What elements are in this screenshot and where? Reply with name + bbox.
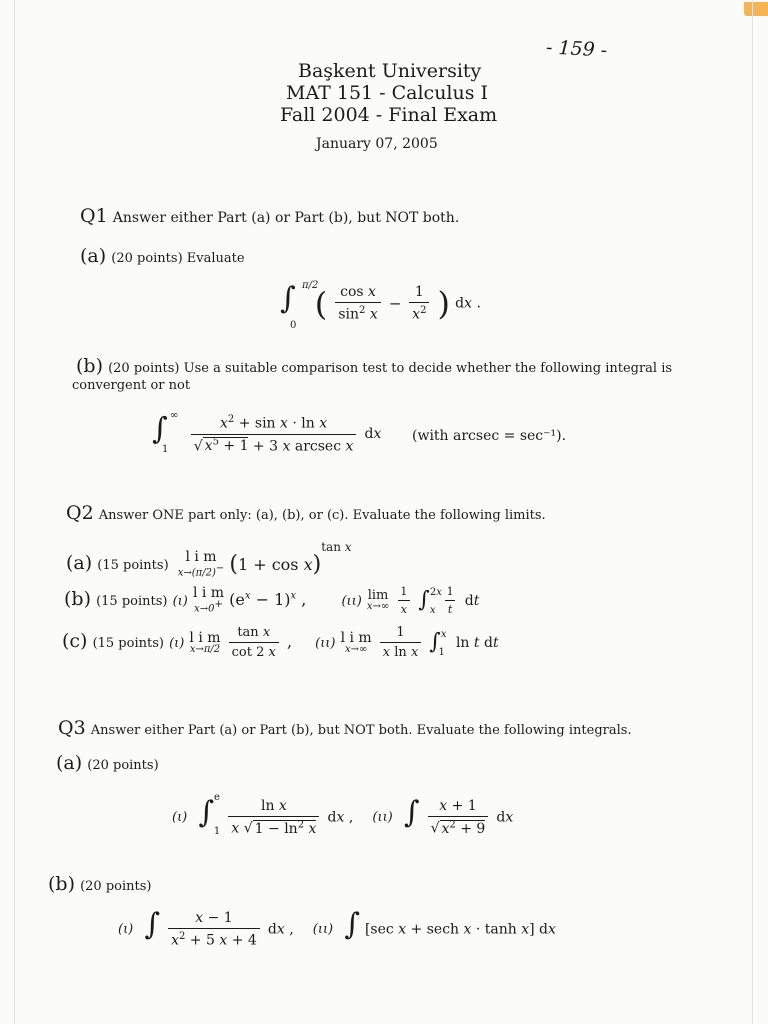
q3a-heading xyxy=(56,752,159,774)
q3b-heading xyxy=(48,873,152,895)
q2a-row: (a) (15 points) l i m x→(π/2)− $(1 + \cos x)^{tan x}$ xyxy=(66,540,352,579)
q2c-row: (c) (15 points) (ι) l i m x→π/2 $\frac{\text{tan x}}{\cot 2 x}$ , (ιι) l i m x→∞ $\frac{1}{\text{x ln x}}$ ∫$^x_1$ ln t dt xyxy=(62,625,499,660)
exam-date: January 07, 2005 xyxy=(316,136,438,152)
q2a-label: (a) xyxy=(66,552,93,574)
course-title: MAT 151 - Calculus I xyxy=(286,82,489,104)
q2-instruction: Answer ONE part only: (a), (b), or (c). Evaluate the following limits. xyxy=(98,508,546,523)
q2c-label: (c) xyxy=(62,630,88,652)
q1a-heading xyxy=(80,245,245,267)
q1b-label: (b) xyxy=(76,355,103,377)
q1a-integral: ∫ π/2 0 ( $\frac{\text{cos x}}{\sin^2 x}$ − $\frac{1}{x^2}$ ) dx . xyxy=(280,280,481,331)
q2b-label: (b) xyxy=(64,588,91,610)
q3-heading xyxy=(58,717,632,739)
q1b-integral: ∫ ∞ 1 $\frac{x^2 + \sin x \cdot \ln x}{√ x^5 + 1 + 3 x arcsec x}$ dx xyxy=(152,410,382,455)
q1a-label: (a) xyxy=(80,245,107,267)
q3b-points: (20 points) xyxy=(80,879,152,894)
q2a-points: (15 points) xyxy=(97,558,169,573)
q1-instruction: Answer either Part (a) or Part (b), but NOT both. xyxy=(112,210,460,226)
q3b-label: (b) xyxy=(48,873,75,895)
page-number: - 159 - xyxy=(545,36,608,62)
exam-title: Fall 2004 - Final Exam xyxy=(280,104,498,126)
q3-label: Q3 xyxy=(58,717,86,739)
q2c-points: (15 points) xyxy=(92,636,164,651)
q1a-points: (20 points) Evaluate xyxy=(111,251,245,266)
q1-heading xyxy=(80,205,459,227)
q2b-row: (b) (15 points) (ι) l i m x→0+ $(e^x - 1)^x$ , (ιι) lim x→∞ $\frac{1}{x}$ ∫$^{2x}_x$ $\frac{1}{t}$ dt xyxy=(64,585,480,616)
q2-heading xyxy=(66,502,546,524)
q1b-heading xyxy=(76,355,672,377)
q3a-label: (a) xyxy=(56,752,83,774)
left-edge xyxy=(14,0,15,1024)
q1b-note: (with arcsec = sec⁻¹). xyxy=(412,428,567,444)
q3-instruction: Answer either Part (a) or Part (b), but NOT both. Evaluate the following integrals. xyxy=(90,723,632,738)
q3a-points: (20 points) xyxy=(87,758,159,773)
q3b-integrals: (ι) ∫ $\frac{x - 1}{x^2 + 5 x + 4}$ dx , (ιι) ∫ [sec x + sech x · tanh x] dx xyxy=(118,907,556,949)
university-name: Başkent University xyxy=(298,60,482,82)
q1-label: Q1 xyxy=(80,205,108,227)
q3a-integrals: (ι) ∫$^e_1$ $\frac{\text{ln x}}{x √ 1 - \ln^2 x}$ dx , (ιι) ∫ $\frac{x + 1}{√ x^2 + 9}$ dx xyxy=(172,792,514,837)
corner-tab xyxy=(744,2,768,16)
q2b-points: (15 points) xyxy=(96,594,168,609)
right-edge xyxy=(752,0,753,1024)
q1b-text-line2: convergent or not xyxy=(72,378,191,393)
q1b-text-line1: (20 points) Use a suitable comparison test to decide whether the following integral is xyxy=(108,361,673,376)
q2-label: Q2 xyxy=(66,502,94,524)
